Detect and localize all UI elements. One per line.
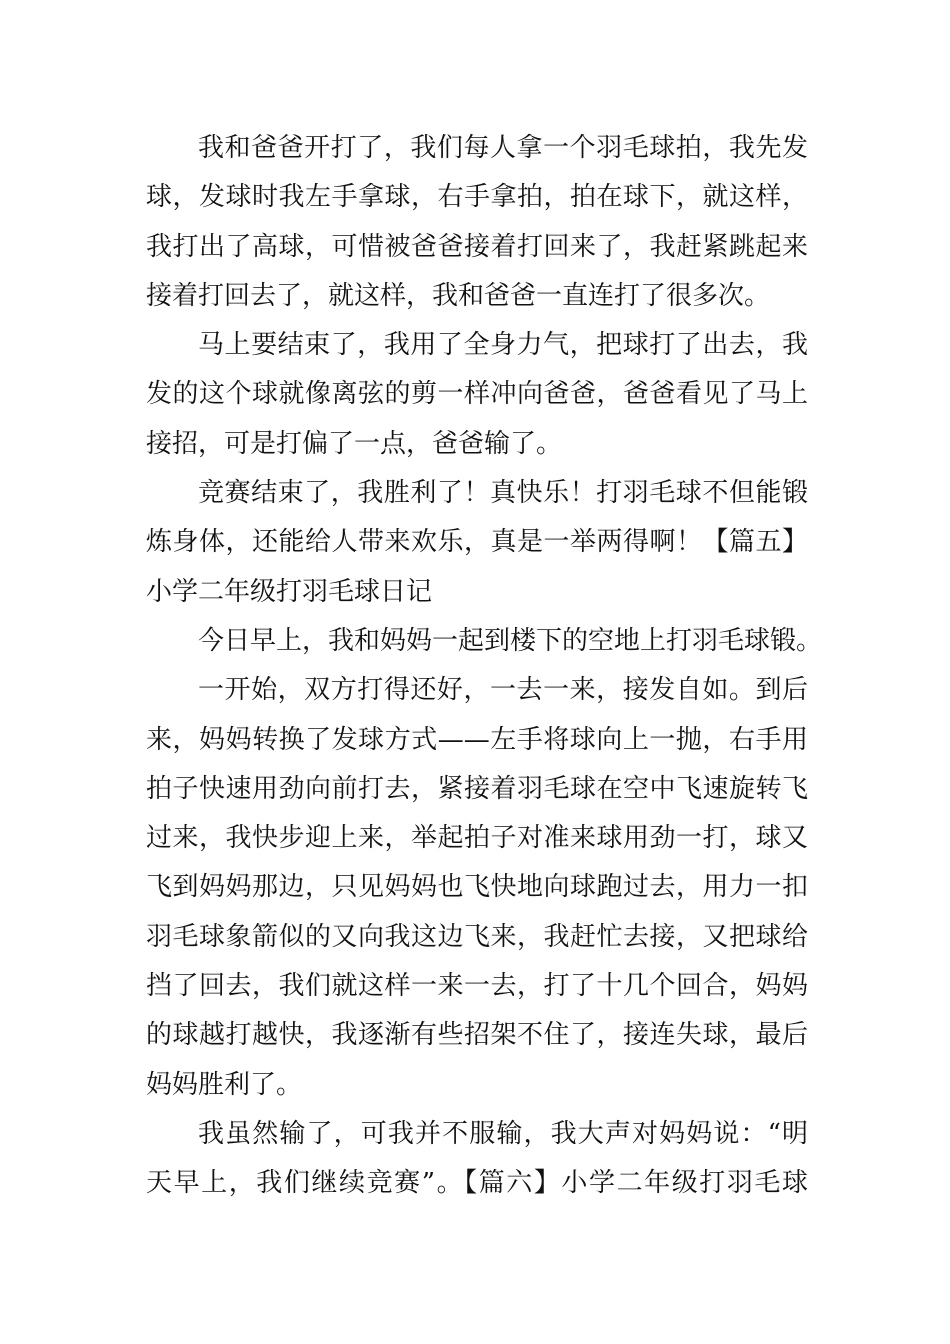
text-line: 接招，可是打偏了一点，爸爸输了。 — [146, 428, 563, 459]
text-line: 我打出了高球，可惜被爸爸接着打回来了，我赶紧跳起来 — [146, 231, 808, 262]
text-line: 发的这个球就像离弦的剪一样冲向爸爸，爸爸看见了马上 — [146, 379, 808, 410]
text-line: 的球越打越快，我逐渐有些招架不住了，接连失球，最后 — [146, 1020, 808, 1051]
text-line: 羽毛球象箭似的又向我这边飞来，我赶忙去接，又把球给 — [146, 921, 808, 952]
text-line: 过来，我快步迎上来，举起拍子对准来球用劲一打，球又 — [146, 823, 808, 854]
text-line: 竞赛结束了，我胜利了！真快乐！打羽毛球不但能锻 — [198, 478, 808, 509]
text-line: 挡了回去，我们就这样一来一去，打了十几个回合，妈妈 — [146, 971, 808, 1002]
text-line: 我虽然输了，可我并不服输，我大声对妈妈说：“明 — [198, 1118, 808, 1149]
text-line: 一开始，双方打得还好，一去一来，接发自如。到后 — [198, 675, 808, 706]
text-line: 今日早上，我和妈妈一起到楼下的空地上打羽毛球锻。 — [198, 625, 823, 656]
text-line: 拍子快速用劲向前打去，紧接着羽毛球在空中飞速旋转飞 — [146, 773, 808, 804]
document-body — [146, 124, 823, 1209]
text-line: 球，发球时我左手拿球，右手拿拍，拍在球下，就这样， — [146, 182, 808, 213]
text-line: 接着打回去了，就这样，我和爸爸一直连打了很多次。 — [146, 280, 771, 311]
text-line: 天早上，我们继续竞赛”。【篇六】小学二年级打羽毛球 — [146, 1168, 808, 1199]
text-line: 小学二年级打羽毛球日记 — [146, 576, 433, 607]
text-line: 来，妈妈转换了发球方式——左手将球向上一抛，右手用 — [146, 724, 808, 755]
text-line: 马上要结束了，我用了全身力气，把球打了出去，我 — [198, 330, 808, 361]
text-line: 飞到妈妈那边，只见妈妈也飞快地向球跑过去，用力一扣 — [146, 872, 808, 903]
text-line: 我和爸爸开打了，我们每人拿一个羽毛球拍，我先发 — [198, 133, 808, 163]
text-line: 妈妈胜利了。 — [146, 1069, 303, 1100]
text-line: 炼身体，还能给人带来欢乐，真是一举两得啊！【篇五】 — [146, 527, 808, 558]
